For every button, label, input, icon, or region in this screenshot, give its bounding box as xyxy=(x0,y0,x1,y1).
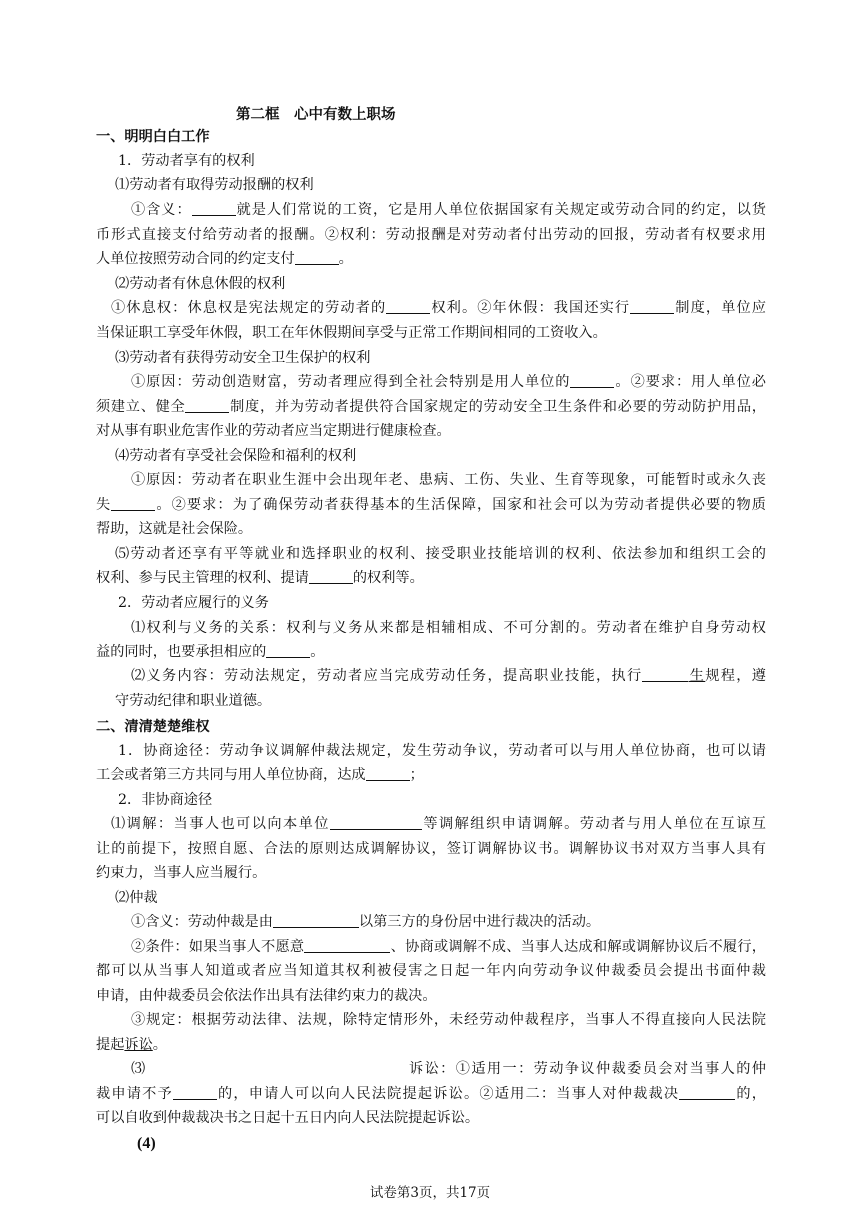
paragraph-line: ⑴调解：当事人也可以向本单位 等调解组织申请调解。劳动者与用人单位在互谅互 xyxy=(111,816,766,832)
fill-blank xyxy=(185,398,229,413)
paragraph-line: ③规定：根据劳动法律、法规，除特定情形外，未经劳动仲裁程序，当事人不得直接向人民法院 xyxy=(131,1012,766,1028)
paragraph-line: 人单位按照劳动合同的约定支付 。 xyxy=(96,251,353,267)
fill-blank xyxy=(304,938,390,953)
paragraph-line: 裁申请不予 的，申请人可以向人民法院提起诉讼。②适用二：当事人对仲裁裁决 的， xyxy=(96,1086,766,1102)
section-heading-2: 二、清清楚楚维权 xyxy=(96,719,210,735)
page-footer: 试卷第3页，共17页 xyxy=(369,1185,491,1201)
paragraph-line: ①休息权：休息权是宪法规定的劳动者的 权利。②年休假：我国还实行 制度，单位应 xyxy=(111,300,766,316)
paragraph-line: 可以自收到仲裁裁决书之日起十五日内向人民法院提起诉讼。 xyxy=(96,1110,480,1126)
fill-blank xyxy=(386,299,430,314)
paragraph-line: 提起诉讼。 xyxy=(96,1037,167,1053)
paragraph-line: 申请，由仲裁委员会依法作出具有法律约束力的裁决。 xyxy=(96,988,437,1004)
fill-blank xyxy=(111,496,155,511)
paragraph-line: 帮助，这就是社会保险。 xyxy=(96,521,253,537)
paragraph-line: ①含义：劳动仲裁是由 以第三方的身份居中进行裁决的活动。 xyxy=(131,914,601,930)
paragraph-line: 约束力，当事人应当履行。 xyxy=(96,865,267,881)
fill-blank xyxy=(273,913,359,928)
item-2-2: ⑵义务内容：劳动法规定，劳动者应当完成劳动任务，提高职业技能，执行 生规程，遵 xyxy=(131,668,766,684)
fill-blank xyxy=(679,1085,735,1100)
fill-blank xyxy=(330,815,422,830)
item-1-4: ⑷劳动者有享受社会保险和福利的权利 xyxy=(115,448,357,464)
fill-blank xyxy=(642,667,688,682)
paragraph-line: 须建立、健全 制度，并为劳动者提供符合国家规定的劳动安全卫生条件和必要的劳动防护用品， xyxy=(96,399,766,415)
page-title: 第二框 心中有数上职场 xyxy=(236,106,396,123)
paragraph-line: ①原因：劳动创造财富，劳动者理应得到全社会特别是用人单位的 。②要求：用人单位必 xyxy=(131,374,766,390)
item-1-2: ⑵劳动者有休息休假的权利 xyxy=(115,276,286,292)
fill-blank xyxy=(309,569,353,584)
paragraph-line: 诉讼：①适用一：劳动争议仲裁委员会对当事人的仲 xyxy=(409,1061,766,1077)
paragraph-line: ②条件：如果当事人不愿意 、协商或调解不成、当事人达成和解或调解协议后不履行， xyxy=(131,939,766,955)
item-2-1: ⑴权利与义务的关系：权利与义务从来都是相辅相成、不可分割的。劳动者在维护自身劳动权 xyxy=(131,620,766,636)
paragraph-line: 币形式直接支付给劳动者的报酬。②权利：劳动报酬是对劳动者付出劳动的回报，劳动者有权要求用 xyxy=(96,227,766,243)
paragraph-line: 都可以从当事人知道或者应当知道其权利被侵害之日起一年内向劳动争议仲裁委员会提出书面仲裁 xyxy=(96,963,766,979)
fill-blank xyxy=(266,643,310,658)
paragraph-line: 1．协商途径：劳动争议调解仲裁法规定，发生劳动争议，劳动者可以与用人单位协商，也可以请 xyxy=(118,743,766,759)
item-1-5: ⑸劳动者还享有平等就业和选择职业的权利、接受职业技能培训的权利、依法参加和组织工会的 xyxy=(115,546,766,562)
paragraph-line: 权利、参与民主管理的权利、提请 的权利等。 xyxy=(96,570,424,586)
subheading-2: 2．劳动者应履行的义务 xyxy=(118,595,269,611)
section-heading-1: 一、明明白白工作 xyxy=(96,129,210,145)
paragraph-line: ①含义： 就是人们常说的工资，它是用人单位依据国家有关规定或劳动合同的约定，以货 xyxy=(131,202,766,218)
fill-blank xyxy=(173,1085,217,1100)
fill-blank xyxy=(295,250,339,265)
paragraph-line: 对从事有职业危害作业的劳动者应当定期进行健康检查。 xyxy=(96,423,451,439)
paragraph-line: 守劳动纪律和职业道德。 xyxy=(115,693,272,709)
fill-blank xyxy=(570,373,614,388)
item-litigation-number: ⑶ xyxy=(131,1061,146,1077)
paragraph-line: 工会或者第三方共同与用人单位协商，达成 ； xyxy=(96,767,424,783)
paragraph-line: 失 。②要求：为了确保劳动者获得基本的生活保障，国家和社会可以为劳动者提供必要的物质 xyxy=(96,497,766,513)
fill-blank xyxy=(366,766,410,781)
item-number-4: (4) xyxy=(137,1135,156,1152)
paragraph-line: ①原因：劳动者在职业生涯中会出现年老、患病、工伤、失业、生育等现象，可能暂时或永久丧 xyxy=(131,472,766,488)
fill-blank xyxy=(192,201,236,216)
paragraph-line: 益的同时，也要承担相应的 。 xyxy=(96,644,325,660)
fill-blank xyxy=(630,299,674,314)
paragraph-line: 当保证职工享受年休假，职工在年休假期间享受与正常工作期间相同的工资收入。 xyxy=(96,325,607,341)
item-1-1: ⑴劳动者有取得劳动报酬的权利 xyxy=(115,177,314,193)
subheading-1: 1．劳动者享有的权利 xyxy=(118,153,255,169)
item-arbitration: ⑵仲裁 xyxy=(115,890,158,906)
subheading-2-2: 2．非协商途径 xyxy=(118,792,213,808)
paragraph-line: 让的前提下，按照自愿、合法的原则达成调解协议，签订调解协议书。调解协议书对双方当事人具有 xyxy=(96,841,766,857)
item-1-3: ⑶劳动者有获得劳动安全卫生保护的权利 xyxy=(115,350,371,366)
